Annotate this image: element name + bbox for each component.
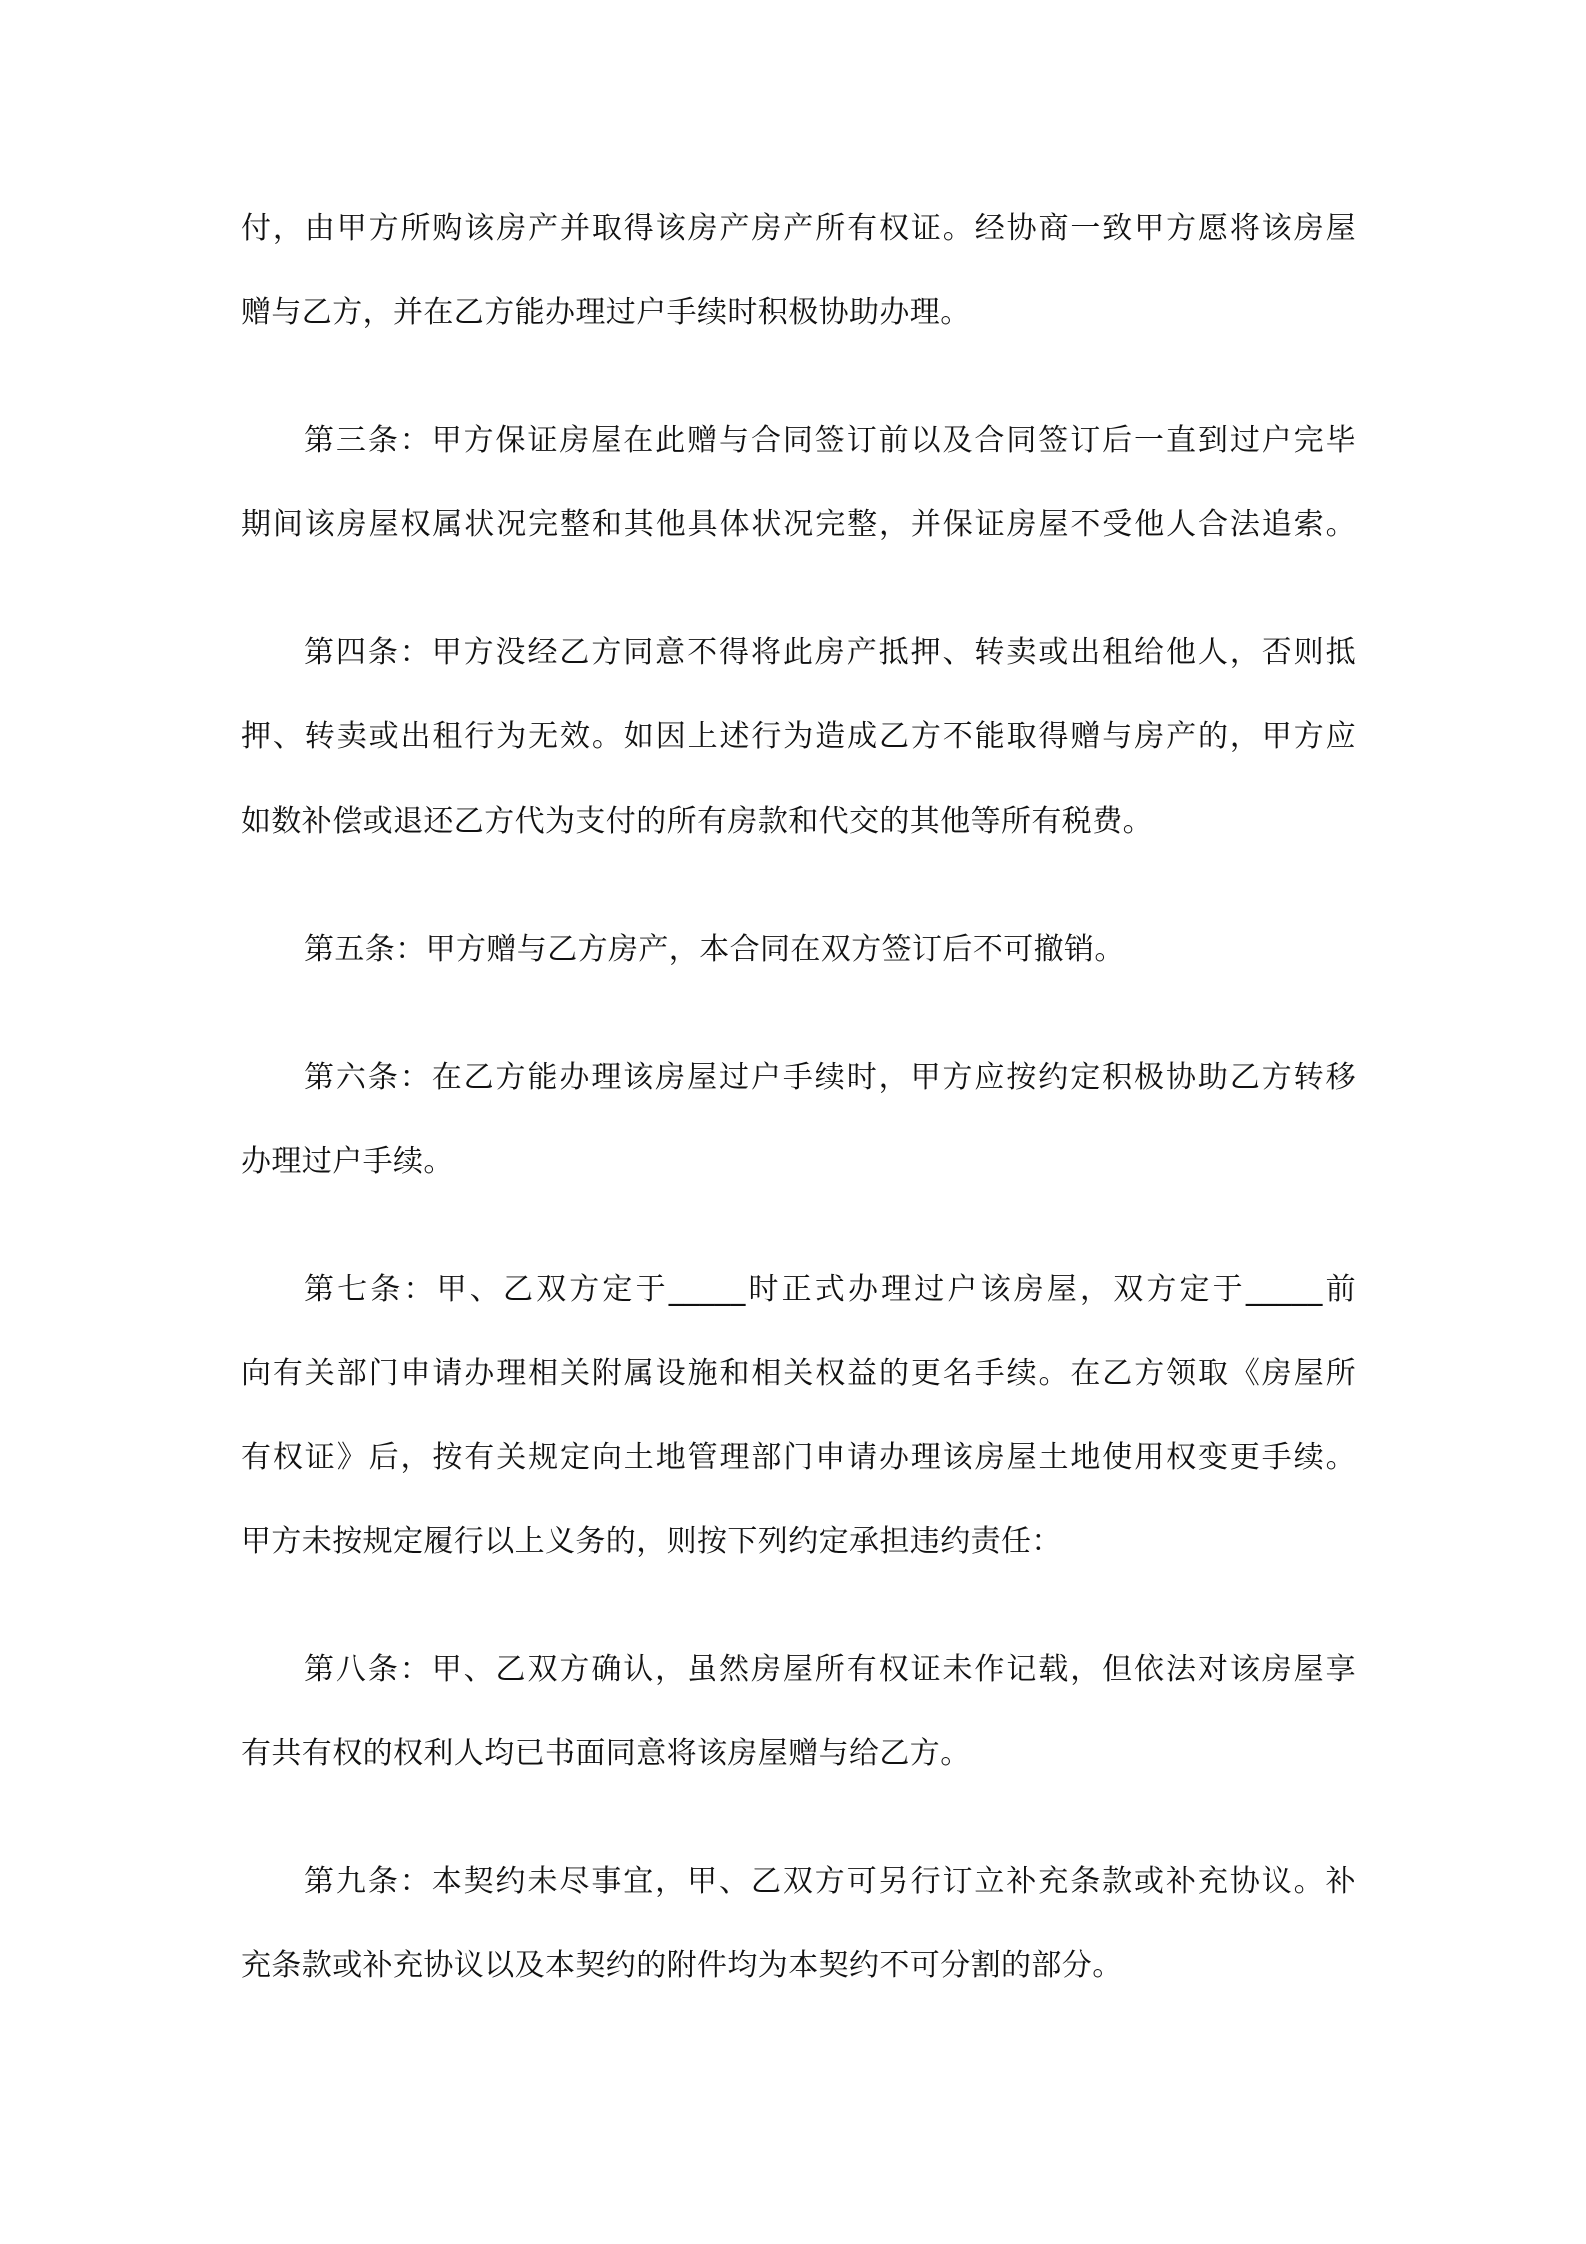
- article-8-line-1: 第八条：甲、乙双方确认，虽然房屋所有权证未作记载，但依法对该房屋享: [304, 1652, 1356, 1687]
- article-8-line-2: 有共有权的权利人均已书面同意将该房屋赠与给乙方。: [241, 1736, 971, 1771]
- article-9-line-2: 充条款或补充协议以及本契约的附件均为本契约不可分割的部分。: [241, 1948, 1123, 1983]
- article-5-line-1: 第五条：甲方赠与乙方房产，本合同在双方签订后不可撤销。: [304, 932, 1125, 967]
- article-7-line-2: 向有关部门申请办理相关附属设施和相关权益的更名手续。在乙方领取《房屋所: [241, 1356, 1356, 1391]
- article-3-line-2: 期间该房屋权属状况完整和其他具体状况完整，并保证房屋不受他人合法追索。: [241, 507, 1356, 542]
- article-4-line-2: 押、转卖或出租行为无效。如因上述行为造成乙方不能取得赠与房产的，甲方应: [241, 719, 1356, 754]
- article-2-line-3: 赠与乙方，并在乙方能办理过户手续时积极协助办理。: [241, 295, 971, 330]
- article-4-line-3: 如数补偿或退还乙方代为支付的所有房款和代交的其他等所有税费。: [241, 804, 1153, 839]
- article-6-line-2: 办理过户手续。: [241, 1144, 454, 1179]
- article-4-line-1: 第四条：甲方没经乙方同意不得将此房产抵押、转卖或出租给他人，否则抵: [304, 635, 1356, 670]
- article-6-line-1: 第六条：在乙方能办理该房屋过户手续时，甲方应按约定积极协助乙方转移: [304, 1060, 1356, 1095]
- article-7-line-3: 有权证》后，按有关规定向土地管理部门申请办理该房屋土地使用权变更手续。: [241, 1440, 1356, 1475]
- article-2-line-2: 付，由甲方所购该房产并取得该房产房产所有权证。经协商一致甲方愿将该房屋: [241, 211, 1356, 246]
- article-9-line-1: 第九条：本契约未尽事宜，甲、乙双方可另行订立补充条款或补充协议。补: [304, 1864, 1356, 1899]
- article-7-line-4: 甲方未按规定履行以上义务的，则按下列约定承担违约责任：: [241, 1524, 1062, 1559]
- article-7-line-1: 第七条：甲、乙双方定于_____时正式办理过户该房屋，双方定于_____前: [304, 1272, 1356, 1307]
- article-3-line-1: 第三条：甲方保证房屋在此赠与合同签订前以及合同签订后一直到过户完毕: [304, 423, 1356, 458]
